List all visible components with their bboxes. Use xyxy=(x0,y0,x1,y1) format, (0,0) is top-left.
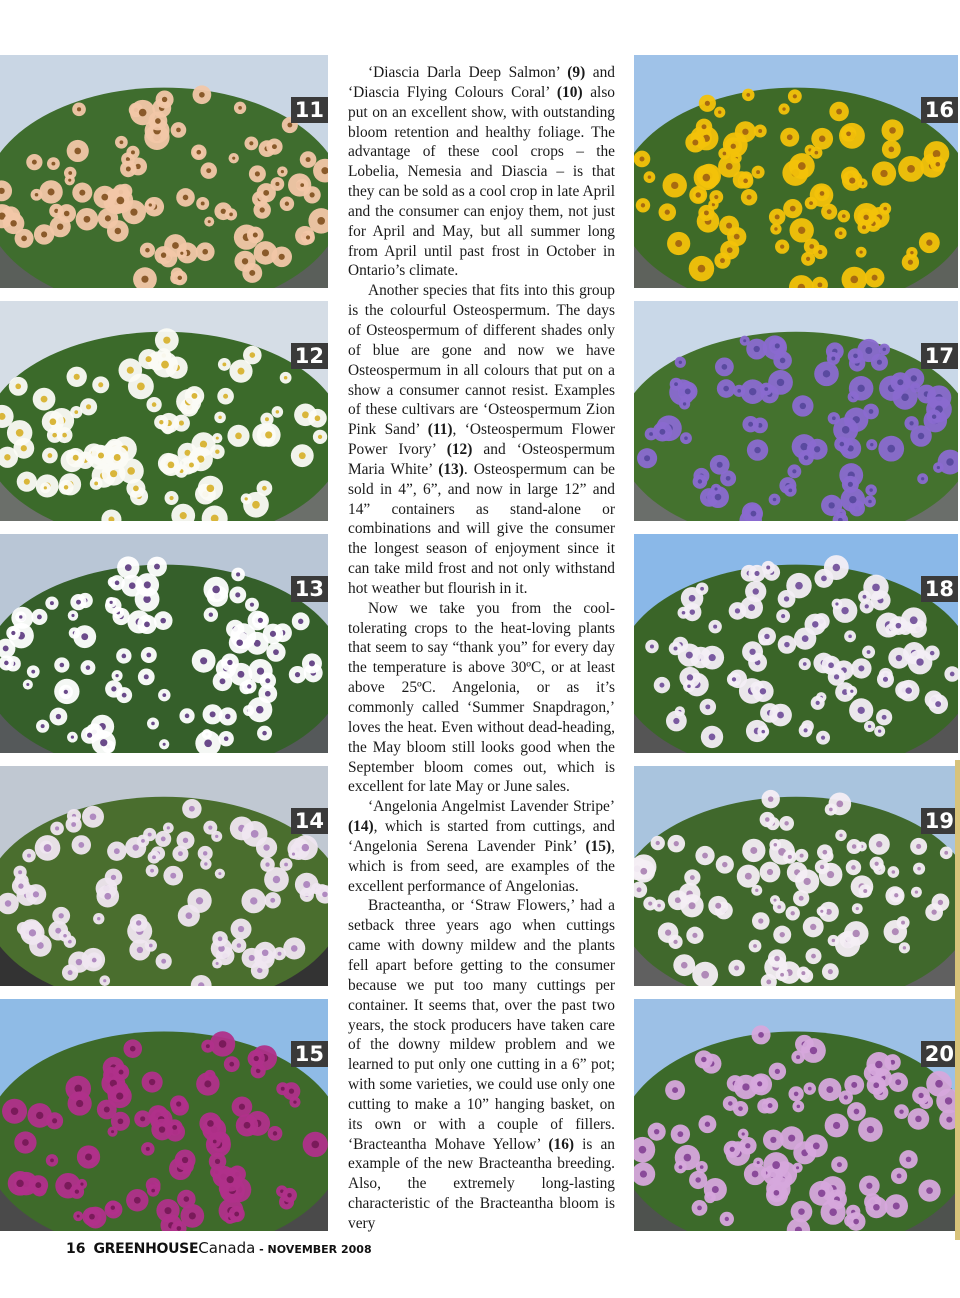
photo-number-badge: 18 xyxy=(921,576,958,602)
article-column xyxy=(348,63,615,1234)
photo-number-badge: 19 xyxy=(921,808,958,834)
issue-date: NOVEMBER 2008 xyxy=(267,1243,372,1256)
flower-photo-12 xyxy=(0,301,328,521)
photo-number-badge: 15 xyxy=(291,1041,328,1067)
photo-number-badge: 12 xyxy=(291,343,328,369)
flower-photo-19 xyxy=(634,766,958,986)
article-paragraph: Another species that fits into this group is the colourful Osteospermum. The days of Osteospermum of different shades only of blue are gone and now we have Osteospermum in all colours that put on a show a consumer cannot resist. Examples of these cultivars are ‘Osteospermum Zion Pink Sand’ (11), ‘Osteospermum Flower Power Ivory’ (12) and ‘Osteospermum Maria White’ (13). Osteospermum can be sold in 4”, 6”, and now in large 12” and 14” containers as stand-alone or combinations and will give the consumer the longest season of enjoyment since it can take mild frost and not only withstand hot weather but flourish in it. xyxy=(348,282,616,597)
photo-ref: (10) xyxy=(556,83,583,101)
footer-separator: - xyxy=(255,1243,268,1256)
article-paragraph: Bracteantha, or ‘Straw Flowers,’ had a setback three years ago when cuttings came with downy mildew and the plants fell apart before getting to the consumer because we put too many cuttings per container. It seems that, over the past two years, the stock producers have taken care of the downy mildew problem and we learned to put only one cutting in a 6” pot; with some varieties, we could use only one cutting to make a 10” hanging basket, on its own or with a couple of fillers. ‘Bracteantha Mohave Yellow’ (16) is an example of the new Bracteantha breeding. Also, the extremely long-lasting characteristic of the Bracteantha bloom is very xyxy=(348,897,615,1232)
photo-number-badge: 16 xyxy=(921,97,958,123)
flower-photo-20 xyxy=(634,999,958,1231)
photo-ref: (9) xyxy=(567,64,586,81)
photo-number-badge: 20 xyxy=(921,1041,958,1067)
article-paragraph: ‘Diascia Darla Deep Salmon’ (9) and ‘Diascia Flying Colours Coral’ (10) also put on an excellent show, with outstanding bloom retention and healthy foliage. The advantage of these cool crops – the Lobelia, Nemesia and Diascia – is that they can be sold as a cool crop in late April and the consumer can enjoy them, not just for April and May, but all summer long from April until past frost in October in Ontario’s climate. xyxy=(348,64,616,280)
page-number: 16 xyxy=(66,1241,86,1257)
photo-osteospermum-flower-power-ivory xyxy=(0,301,328,521)
article-paragraph: ‘Angelonia Angelmist Lavender Stripe’ (14), which is started from cuttings, and ‘Angelonia Serena Lavender Pink’ (15), which is from seed, are examples of the excellent performance of Angelonias. xyxy=(348,798,615,895)
photo-osteospermum-maria-white xyxy=(0,534,328,753)
flower-photo-11 xyxy=(0,55,328,288)
photo-ref: (12) xyxy=(446,441,473,459)
photo-number-badge: 13 xyxy=(291,576,328,602)
photo-angelonia-serena-lavender-pink xyxy=(0,999,328,1231)
photo-osteospermum-zion-pink-sand xyxy=(0,55,328,288)
photo-angelonia-angelmist-lavender-stripe xyxy=(0,766,328,986)
flower-photo-14 xyxy=(0,766,328,986)
magazine-name-regular: Canada xyxy=(198,1239,256,1257)
photo-ref: (14) xyxy=(348,818,374,836)
photo-number-badge: 17 xyxy=(921,343,958,369)
photo-petunia-white xyxy=(634,534,958,753)
photo-ref: (16) xyxy=(548,1135,575,1153)
photo-petunia-lavender xyxy=(634,999,958,1231)
photo-ref: (13) xyxy=(438,460,464,478)
photo-number-badge: 14 xyxy=(291,808,328,834)
photo-bracteantha-mohave-yellow xyxy=(634,55,958,288)
magazine-name-bold: GREENHOUSE xyxy=(93,1241,199,1257)
flower-photo-16 xyxy=(634,55,958,288)
photo-number-badge: 11 xyxy=(291,97,328,123)
flower-photo-18 xyxy=(634,534,958,753)
photo-ref: (11) xyxy=(427,421,453,439)
flower-photo-15 xyxy=(0,999,328,1231)
page-edge-strip xyxy=(955,760,960,1240)
article-paragraph: Now we take you from the cool-tolerating crops to the heat-loving plants that seem to say “thank you” for every day the temperature is above 30ºC, or at least above 25ºC. Angelonia, or as it’s commonly called ‘Summer Snapdragon,’ loves the heat. Even without dead-heading, the May bloom still looks good when the September bloom comes out, which is excellent for late May or June sales. xyxy=(348,599,615,796)
photo-scaevola-purple xyxy=(634,301,958,521)
flower-photo-17 xyxy=(634,301,958,521)
page-footer xyxy=(66,1238,372,1257)
flower-photo-13 xyxy=(0,534,328,753)
photo-ref: (15) xyxy=(585,837,612,855)
photo-petunia-pale xyxy=(634,766,958,986)
